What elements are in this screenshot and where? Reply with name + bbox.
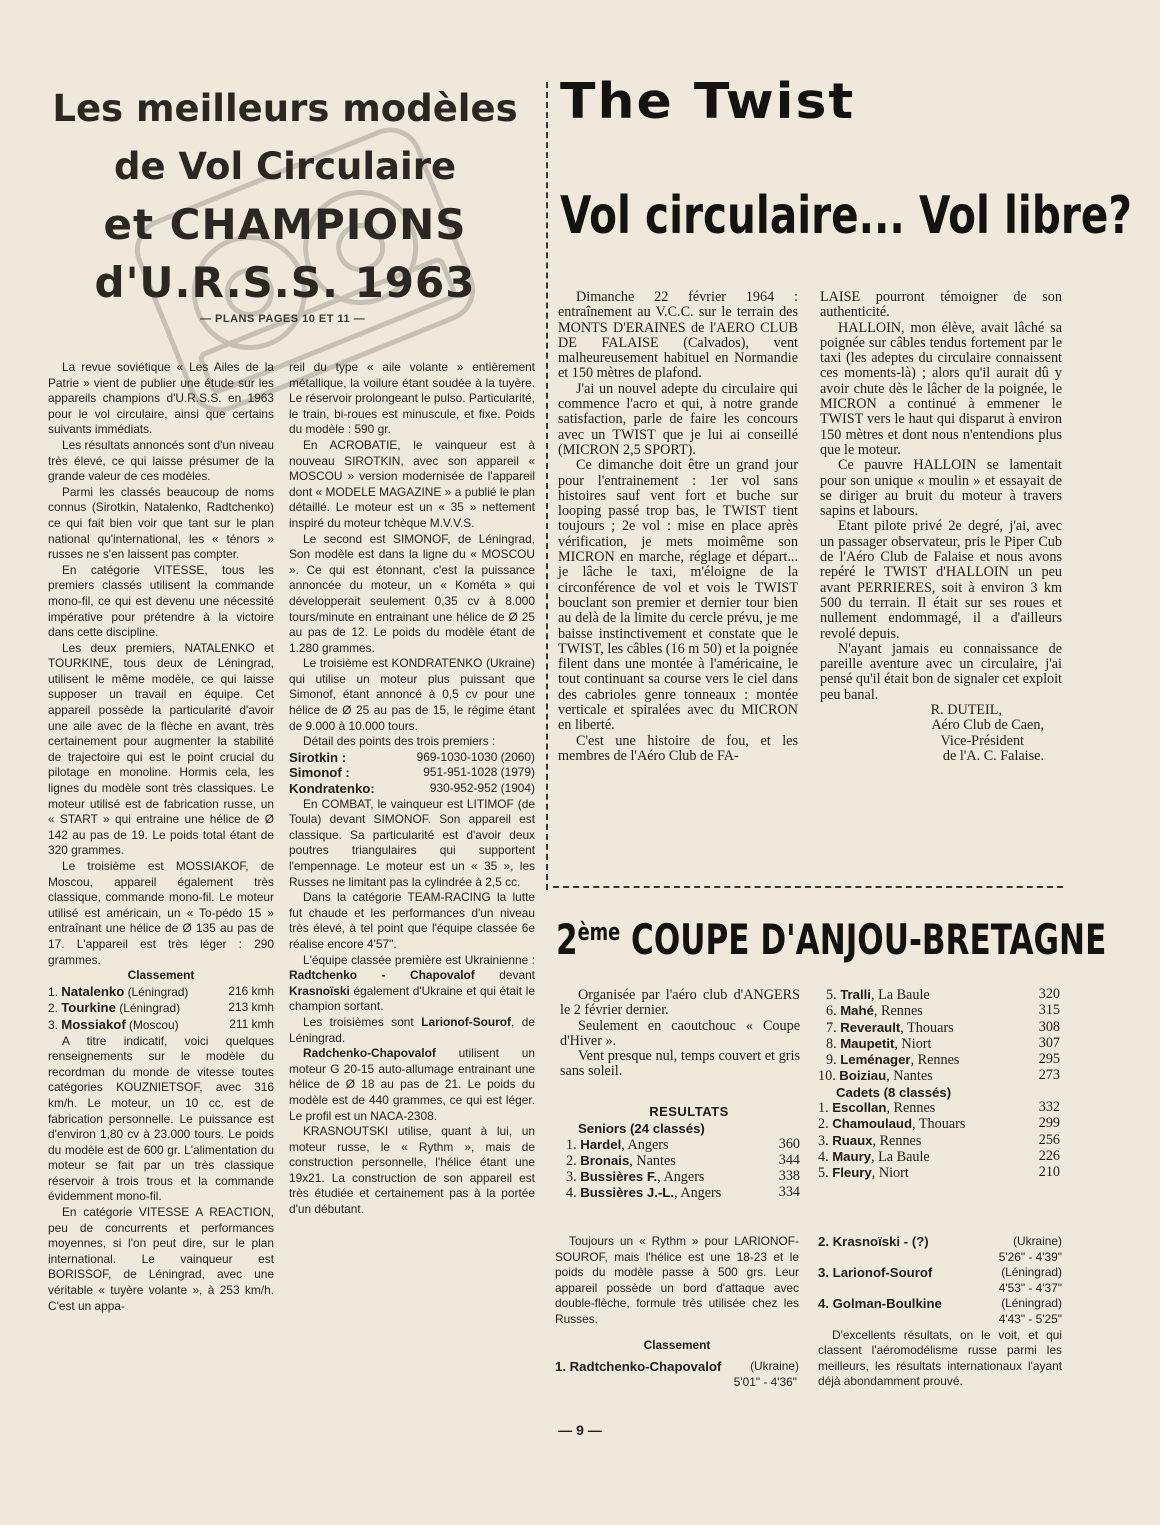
result-row bbox=[560, 1185, 800, 1201]
result-pos: 2. bbox=[818, 1116, 829, 1133]
paragraph: J'ai un nouvel adepte du circulaire qui commence l'acro et qui, à notre grande satisfaction, parle de faire les concours avec un TWIST que je lui ai conseillé (MICRON 2,5 SPORT). bbox=[558, 380, 798, 458]
result-place: , Thouars bbox=[900, 1019, 954, 1036]
result-name: Tralli bbox=[840, 987, 871, 1002]
result-name: Bussières J.-L. bbox=[580, 1185, 675, 1201]
paragraph: Seulement en caoutchouc « Coupe d'Hiver ». bbox=[560, 1017, 800, 1049]
result-pos: 5. bbox=[818, 1165, 829, 1182]
result-row bbox=[560, 1137, 800, 1153]
result-pos: 7. bbox=[826, 1019, 837, 1036]
result-name: Ruaux bbox=[832, 1132, 873, 1148]
result-name: Bussières F. bbox=[580, 1169, 658, 1185]
title-text: COUPE D'ANJOU-BRETAGNE bbox=[620, 915, 1107, 964]
paragraph: C'est une histoire de fou, et les membres de l'Aéro Club de FA- bbox=[558, 732, 798, 764]
paragraph bbox=[289, 1046, 535, 1124]
result-row bbox=[560, 1153, 800, 1169]
paragraph: reil du type « aile volante » entièrement métallique, la voilure étant soudée à la tuyère. Le réservoir prolongeant le pulso. Particularité, le train, bi-roues est minuscule, et fixe. Poids du modèle : 590 gr. bbox=[289, 360, 535, 437]
result-name: Hardel bbox=[580, 1136, 622, 1152]
speed-rank-row bbox=[48, 1000, 274, 1017]
rank-name: Mossiakof bbox=[61, 1016, 126, 1032]
title-line-4: d'U.R.S.S. 1963 bbox=[94, 258, 476, 307]
text-run: Les troisièmes sont bbox=[303, 1014, 422, 1029]
result-row bbox=[818, 1149, 1060, 1165]
twist-article-subtitle: Vol circulaire... Vol libre? bbox=[560, 186, 1132, 246]
paragraph: N'ayant jamais eu connaissance de pareille aventure avec un circulaire, j'ai pensé qu'il était bon de signaler cet exploit peu banal. bbox=[820, 640, 1062, 703]
result-name: Maupetit bbox=[840, 1035, 895, 1051]
text-run: devant bbox=[474, 968, 535, 983]
result-pos: 3. bbox=[818, 1132, 829, 1149]
continuation-column-1 bbox=[555, 1234, 799, 1390]
team-rank-row bbox=[818, 1296, 1062, 1312]
rank-value: 211 kmh bbox=[229, 1016, 274, 1031]
team-rank-times: 4'53" - 4'37" bbox=[998, 1280, 1062, 1295]
result-row bbox=[818, 1020, 1060, 1036]
result-pos: 1. bbox=[566, 1136, 577, 1153]
category-label bbox=[560, 1121, 800, 1136]
result-place: , Nantes bbox=[886, 1068, 933, 1085]
title-ordinal: 2 bbox=[556, 915, 578, 964]
team-rank-region: (Léningrad) bbox=[1001, 1296, 1062, 1311]
paragraph bbox=[289, 953, 535, 1015]
paragraph: En catégorie VITESSE A REACTION, peu de concurrents et performances moyennes, si l'on peut dire, sur le plan international. Le vainqueur est BORISSOF, de Léningrad, avec une véritable « tuyère volante », à 253 km/h. C'est un appa- bbox=[48, 1205, 274, 1313]
team-rank-times: 5'26" - 4'39" bbox=[998, 1249, 1062, 1264]
result-points: 226 bbox=[1038, 1147, 1060, 1164]
team-rank-row bbox=[555, 1359, 799, 1375]
result-place: , Rennes bbox=[872, 1132, 922, 1149]
team-rank-name: 4. Golman-Boulkine bbox=[818, 1296, 942, 1312]
result-place: , Rennes bbox=[910, 1052, 960, 1069]
result-pos: 4. bbox=[818, 1148, 829, 1165]
points-value: 951-951-1028 (1979) bbox=[423, 765, 535, 780]
result-place: , La Baule bbox=[870, 987, 930, 1003]
paragraph: A titre indicatif, voici quelques renseignements sur le modèle du recordman du monde de vitesse toutes catégories KOUZNIETSOF, avec 316 km/h. Le moteur, un 10 cc. est de fabrication personnelle. Le puissance est d'environ 1,80 cv à 23.000 tours. Le poids du modèle est de 600 gr. L'alimentation du moteur se fait par un très classique réservoir à trois trous et la commande évidemment mono-fil. bbox=[48, 1033, 274, 1204]
result-pos: 2. bbox=[566, 1152, 577, 1169]
text-run: également d'Ukraine et qui était le champion sortant. bbox=[289, 983, 535, 1014]
result-points: 332 bbox=[1038, 1099, 1060, 1116]
paragraph: KRASNOUTSKI utilise, quant à lui, un moteur russe, le « Rythm », mais de construction personnelle, l'hélice étant une 19x21. La construction de son appareil est très étudiée et certainement pas à la portée d'un débutant. bbox=[289, 1124, 535, 1217]
team-rank-row bbox=[818, 1234, 1062, 1250]
signature-club: Aéro Club de Caen, bbox=[931, 717, 1044, 734]
result-pos: 6. bbox=[826, 1003, 837, 1020]
result-name: Reverault bbox=[840, 1019, 901, 1035]
result-pos: 9. bbox=[826, 1052, 837, 1069]
result-points: 256 bbox=[1038, 1131, 1060, 1148]
text-run: , de Léningrad. bbox=[289, 1014, 535, 1045]
result-name: Leménager bbox=[840, 1052, 911, 1068]
classement-heading: Classement bbox=[643, 1337, 711, 1352]
page-number: — 9 — bbox=[558, 1422, 602, 1438]
team-name: Radtchenko - Chapovalof bbox=[289, 968, 475, 983]
paragraph: En catégorie VITESSE, tous les premiers classés utilisent la commande mono-fil, ce qui est devenu une nécessité impérative pour prétendre à la victoire dans cette discipline. bbox=[48, 562, 274, 640]
result-points: 295 bbox=[1038, 1051, 1060, 1068]
paragraph bbox=[289, 1015, 535, 1046]
rank-pos: 1. bbox=[48, 984, 58, 999]
paragraph: Dimanche 22 février 1964 : entraînement au V.C.C. sur le terrain des MONTS D'ERAINES de l'AERO CLUB DE FALAISE (Calvados), vent malheureusement habituel en Normandie et 150 mètres de plafond. bbox=[558, 289, 798, 382]
paragraph: Les deux premiers, NATALENKO et TOURKINE, tous deux de Léningrad, utilisent le même modèle, ce qui laisse supposer un travail en équipe. Cet appareil possède la particularité d'avoir une aile avec de la flèche en avant, très certainement pour augmenter la stabilité de trajectoire qui est le point crucial du pilotage en monoline. Hormis cela, les lignes du modèle sont très classiques. Le moteur utilisé est de fabrication russe, un « START » qui entraine une hélice de Ø 142 au pas de 19. Le poids total étant de 320 grammes. bbox=[48, 640, 274, 858]
rank-value: 213 kmh bbox=[228, 1000, 274, 1015]
aero-points-row bbox=[289, 765, 535, 781]
continuation-column-2 bbox=[818, 1234, 1062, 1390]
paragraph: Organisée par l'aéro club d'ANGERS le 2 février dernier. bbox=[560, 987, 800, 1019]
result-row bbox=[818, 1116, 1060, 1132]
result-pos: 10. bbox=[818, 1068, 836, 1085]
paragraph: Le troisième est KONDRATENKO (Ukraine) qui utilise un moteur plus puissant que Simonof, étant annoncé à 0,5 cv pour une hélice de Ø 25 au pas de 15, le régime étant de 9.000 à 10.000 tours. bbox=[289, 656, 535, 733]
result-pos: 8. bbox=[826, 1035, 837, 1052]
paragraph: Etant pilote privé 2e degré, j'ai, avec un passager observateur, pris le Piper Cub de l'Aéro Club de Falaise et nous avons repéré le TWIST d'HALLOIN un peu avant PERRIERES, soit à environ 3 km 500 du terrain. Il était sur ses roues et nullement endommagé, il a d'ailleurs revolé depuis. bbox=[820, 518, 1062, 642]
category-label bbox=[818, 1085, 1060, 1100]
rank-place: (Léningrad) bbox=[127, 984, 189, 999]
paragraph: Vent presque nul, temps couvert et gris sans soleil. bbox=[560, 1048, 800, 1080]
plans-note: — PLANS PAGES 10 ET 11 — bbox=[200, 313, 366, 325]
result-place: , Rennes bbox=[873, 1003, 923, 1020]
result-points: 210 bbox=[1038, 1164, 1060, 1181]
coupe-intro bbox=[560, 988, 800, 1080]
rank-place: (Léningrad) bbox=[119, 1001, 181, 1016]
points-name: Kondratenko: bbox=[289, 781, 375, 797]
result-row bbox=[818, 1133, 1060, 1149]
team-rank-times: 5'01" - 4'36" bbox=[733, 1374, 797, 1389]
result-place: , Niort bbox=[871, 1165, 909, 1182]
result-pos: 4. bbox=[566, 1185, 577, 1202]
paragraph: Dans la catégorie TEAM-RACING la lutte fut chaude et les performances d'un niveau très élevé, à tel point que l'équipe classée 6e réalise encore 4'57". bbox=[289, 890, 535, 951]
rank-name: Tourkine bbox=[61, 1000, 116, 1016]
result-place: , Rennes bbox=[886, 1100, 936, 1117]
result-place: , Thouars bbox=[912, 1116, 966, 1133]
team-rank-region: (Ukraine) bbox=[750, 1359, 799, 1374]
result-row bbox=[818, 1036, 1060, 1052]
text-run: L'équipe classée première est Ukrainienne : bbox=[303, 952, 535, 967]
result-row bbox=[818, 1100, 1060, 1116]
result-points: 307 bbox=[1038, 1034, 1060, 1051]
rank-place: (Moscou) bbox=[129, 1017, 179, 1032]
result-points: 338 bbox=[778, 1168, 800, 1185]
result-name: Maury bbox=[832, 1148, 872, 1164]
result-name: Bronais bbox=[580, 1152, 630, 1168]
paragraph: Toujours un « Rythm » pour LARIONOF-SOUROF, mais l'hélice est une 18-23 et le poids du modèle passe à 500 grs. Leur appareil possède un bord d'attaque avec double-flèche, formule très utilisée chez les Russes. bbox=[555, 1234, 799, 1326]
paragraph: LAISE pourront témoigner de son authenticité. bbox=[820, 289, 1062, 321]
paragraph: HALLOIN, mon élève, avait lâché sa poignée sur câbles tendus fortement par le taxi (les adeptes du circulaire connaissent ces moments-là) ; alors qu'il aurait dû y avoir chute dès le lâcher de la poignée, le MICRON a continué à emmener le TWIST vers le haut qui disparut à environ 150 mètres et dont nous n'entendions plus que le moteur. bbox=[820, 319, 1062, 458]
result-place: , Angers bbox=[657, 1169, 705, 1186]
result-place: , Angers bbox=[674, 1185, 722, 1202]
team-rank-times: 4'43" - 5'25" bbox=[998, 1311, 1062, 1326]
left-article-title bbox=[40, 80, 530, 312]
result-row bbox=[818, 1068, 1060, 1084]
team-rank-name: 2. Krasnoïski - (?) bbox=[818, 1234, 929, 1249]
result-name: Fleury bbox=[832, 1165, 872, 1181]
result-row bbox=[818, 1003, 1060, 1019]
result-name: Escollan bbox=[832, 1100, 887, 1116]
result-points: 308 bbox=[1038, 1018, 1060, 1035]
paragraph: La revue soviétique « Les Ailes de la Patrie » vient de publier une étude sur les appareils champions d'U.R.S.S. en 1963 pour le vol circulaire, ainsi que certains suivants immédiats. bbox=[48, 360, 274, 437]
coupe-results-seniors bbox=[560, 1104, 800, 1202]
signature-role: Vice-Président bbox=[940, 732, 1024, 749]
result-row bbox=[560, 1169, 800, 1185]
paragraph: En ACROBATIE, le vainqueur est à nouveau SIROTKIN, avec son appareil « MOSCOU » version modernisée de l'appareil dont « MODELE MAGAZINE » a publié le plan détaillé. Le moteur est un « 35 » nettement inspiré du moteur tchèque M.V.V.S. bbox=[289, 437, 535, 530]
text-run: utilisent un moteur G 20-15 auto-allumage entrainant une hélice de Ø 18 au pas de 21. Le poids du modèle est de 440 grammes, ce qui est léger. Le profil est un NACA-2308. bbox=[289, 1046, 535, 1123]
team-name: Radchenko-Chapovalof bbox=[303, 1046, 436, 1061]
signature-name: R. DUTEIL, bbox=[930, 702, 1002, 719]
category-label-text: Cadets (8 classés) bbox=[836, 1084, 952, 1100]
paragraph: D'excellents résultats, on le voit, et qui classent l'aéromodélisme russe parmi les meilleurs, les résultats internationaux l'ayant déjà abondamment prouvé. bbox=[818, 1327, 1062, 1389]
points-name: Simonof : bbox=[289, 765, 350, 781]
paragraph: Détail des points des trois premiers : bbox=[303, 734, 496, 749]
category-label-text: Seniors (24 classés) bbox=[578, 1121, 705, 1137]
points-value: 969-1030-1030 (2060) bbox=[416, 749, 535, 764]
points-name: Sirotkin : bbox=[289, 749, 347, 765]
twist-column-2 bbox=[820, 290, 1062, 764]
rank-pos: 3. bbox=[48, 1017, 58, 1032]
result-row bbox=[818, 1052, 1060, 1068]
title-line-1: Les meilleurs modèles bbox=[52, 87, 518, 130]
title-ordinal-suffix: ème bbox=[577, 918, 621, 946]
points-value: 930-952-952 (1904) bbox=[429, 781, 535, 796]
paragraph: Parmi les classés beaucoup de noms connus (Sirotkin, Natalenko, Radtchenko) ce qui fait bien voir que tant sur le plan national qu'international, les « ténors » russes ne s'en laissent pas compter. bbox=[48, 484, 274, 562]
result-points: 315 bbox=[1038, 1002, 1060, 1019]
paragraph: Ce pauvre HALLOIN se lamentait pour son unique « moulin » et essayait de se diriger au bruit du moteur à travers sapins et labours. bbox=[820, 457, 1062, 520]
paragraph: Le troisième est MOSSIAKOF, de Moscou, appareil également très classique, commande mono-fil. Le moteur utilisé est américain, un « To-pédo 15 » entraînant une hélice de Ø 135 au pas de 17. L'appareil est très léger : 290 grammes. bbox=[48, 859, 274, 967]
paragraph: Les résultats annoncés sont d'un niveau très élevé, ce qui laisse présumer de la grande valeur de ces modèles. bbox=[48, 437, 274, 484]
result-place: , Nantes bbox=[629, 1152, 676, 1169]
result-place: , Angers bbox=[621, 1136, 669, 1153]
left-article-column-1 bbox=[48, 360, 274, 1314]
result-place: , Niort bbox=[894, 1035, 932, 1052]
coupe-results-continued bbox=[818, 987, 1060, 1182]
paragraph: Le second est SIMONOF, de Léningrad, Son modèle est dans la ligne du « MOSCOU ». Ce qui est étonnant, c'est la puissance annoncée du moteur, un « Kométa » qui développerait seulement 0,35 cv à 8.000 tours/minute en entrainant une hélice de Ø 25 au pas de 12. Le poids du modèle étant de 1.280 grammes. bbox=[289, 531, 535, 655]
result-points: 320 bbox=[1038, 986, 1060, 1002]
classement-heading: Classement bbox=[127, 968, 195, 983]
result-name: Boiziau bbox=[839, 1068, 887, 1084]
paragraph: En COMBAT, le vainqueur est LITIMOF (de Toula) devant SIMONOF. Son appareil est classique. Sa particularité est d'avoir deux poutres triangulaires qui supportent l'empennage. Le moteur est un « 35 », les Russes ne limitant pas la cylindrée à 2,5 cc. bbox=[289, 796, 535, 889]
result-pos: 5. bbox=[826, 987, 837, 1003]
twist-article-title: The Twist bbox=[560, 73, 856, 131]
result-pos: 3. bbox=[566, 1169, 577, 1186]
result-name: Mahé bbox=[840, 1003, 874, 1019]
left-article-column-2 bbox=[289, 360, 535, 1218]
speed-rank-row bbox=[48, 984, 274, 1001]
column-divider bbox=[546, 82, 548, 890]
result-row bbox=[818, 1165, 1060, 1181]
result-points: 360 bbox=[778, 1135, 800, 1152]
results-heading: RESULTATS bbox=[649, 1104, 729, 1119]
result-row bbox=[818, 987, 1060, 1003]
team-rank-name: 1. Radtchenko-Chapovalof bbox=[555, 1359, 722, 1375]
section-divider bbox=[553, 886, 1063, 888]
team-name: Krasnoïski bbox=[289, 983, 350, 998]
team-rank-region: (Ukraine) bbox=[1013, 1234, 1062, 1248]
aero-points-row bbox=[289, 781, 535, 797]
title-line-3: et CHAMPIONS bbox=[103, 200, 467, 249]
rank-pos: 2. bbox=[48, 1001, 58, 1016]
team-rank-region: (Léningrad) bbox=[1001, 1265, 1062, 1280]
rank-name: Natalenko bbox=[61, 983, 125, 999]
result-place: , La Baule bbox=[871, 1148, 930, 1165]
twist-column-1 bbox=[558, 290, 798, 764]
aero-points-row bbox=[289, 750, 535, 766]
rank-value: 216 kmh bbox=[228, 983, 274, 998]
team-rank-row bbox=[818, 1265, 1062, 1281]
speed-rank-row bbox=[48, 1017, 274, 1034]
result-points: 334 bbox=[778, 1184, 800, 1201]
result-points: 344 bbox=[778, 1151, 800, 1168]
result-pos: 1. bbox=[818, 1100, 829, 1117]
signature-club-2: de l'A. C. Falaise. bbox=[942, 747, 1044, 764]
paragraph: Ce dimanche doit être un grand jour pour l'entrainement : 1er vol sans histoires sauf vent fort et buche sur looping passé trop bas, le TWIST tient toujours ; 2e vol : mise en place après vérification, je mets moimême son MICRON en marche, réglage et départ... je lâche le taxi, m'éloigne de la circonférence de vol et vois le TWIST bouclant son premier et dernier tour bien au delà de la limite du cercle prévu, je me baisse instinctivement et constate que le TWIST, les câbles (16 m 50) et la poignée filent dans une montée à l'américaine, le tout continuant sa course vers le ciel dans des cabrioles genre tonneaux : montée verticale et spiralées avec du MICRON en liberté. bbox=[558, 457, 798, 734]
team-name: Larionof-Sourof bbox=[421, 1014, 512, 1029]
result-points: 299 bbox=[1038, 1115, 1060, 1132]
result-name: Chamoulaud bbox=[832, 1116, 913, 1132]
team-rank-name: 3. Larionof-Sourof bbox=[818, 1265, 933, 1281]
coupe-article-title bbox=[556, 915, 1107, 964]
result-points: 273 bbox=[1038, 1067, 1060, 1084]
title-line-2: de Vol Circulaire bbox=[113, 145, 457, 188]
